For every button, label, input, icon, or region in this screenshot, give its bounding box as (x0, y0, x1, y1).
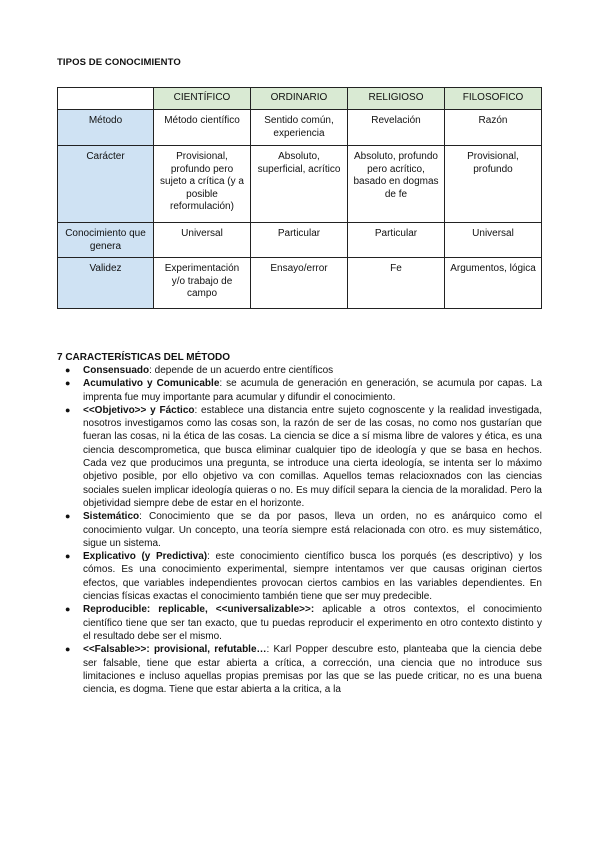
table-row (58, 110, 542, 146)
bullet-icon: ● (65, 604, 71, 615)
list-item (65, 377, 543, 404)
list-item (65, 643, 542, 696)
table-cell: Ensayo/error (251, 258, 348, 309)
item-term: Consensuado (83, 365, 150, 376)
item-term: Acumulativo y Comunicable (83, 378, 220, 390)
table-cell: Sentido común, experiencia (251, 110, 348, 146)
item-text: : Karl Popper descubre esto, planteaba que la ciencia debe ser falsable, tiene que estar abierta a crítica, a corrección, una ciencia que no introduce sus limitaciones e incluso aquellas propias premisas por las que se las puede criticar, no es una buena ciencia, es dogma. Tiene que estar abierta a la critica, a la (83, 644, 542, 696)
item-text: : establece una distancia entre sujeto cognoscente y la realidad investigada, nosotros investigamos como las cosas son, la razón de ser de las cosas, no como nos gustarían que fueran las cosas, ni la ética de las cosas. La ciencia se dice a sí misma libre de valores y ética, es una ciencia descomprometica, que busca eliminar cualquier tipo de ideología y que se basa en hechos. Cada vez que producimos una pregunta, se introduce una cierta ideología, se intenta ser lo máximo objetivo posible, por ello objetivo va con comillas. Aquellos temas relacioxnados con las ciencias sociales suelen implicar ideología quieras o no. Es muy difícil separa la ciencia de la moralidad. Pero la objetividad siempre debe de estar en el horizonte. (83, 404, 542, 509)
item-text: : este conocimiento científico busca los porqués (es descriptivo) y los cómos. Es una conocimiento experimental, siempre intentamos ver que causas originan ciertos efectos, que variables independientes provocan ciertos cambios en las variables dependientes. En ciencias físicas exactas el conocimiento también tiene que ser muy predecible. (83, 551, 542, 603)
table-header-row (58, 88, 542, 110)
table-cell: Método científico (154, 110, 251, 146)
table-cell: Fe (348, 258, 445, 309)
table-cell: Universal (154, 223, 251, 258)
bullet-icon: ● (65, 644, 71, 655)
table-cell: Particular (251, 223, 348, 258)
knowledge-types-table (57, 87, 542, 309)
document-title: TIPOS DE CONOCIMIENTO (57, 57, 181, 68)
list-item (65, 364, 542, 377)
table-cell: Experimentación y/o trabajo de campo (154, 258, 251, 309)
bullet-icon: ● (65, 511, 71, 522)
table-cell: Provisional, profundo (445, 146, 542, 223)
method-characteristics-section (57, 352, 542, 696)
table-cell: Absoluto, profundo pero acrítico, basado en dogmas de fe (348, 146, 445, 223)
list-item (65, 603, 542, 643)
table-cell: Particular (348, 223, 445, 258)
bullet-icon: ● (65, 551, 71, 562)
item-term: Reproducible: replicable, <<universalizable>>: (83, 604, 315, 616)
column-header-filosofico: FILOSOFICO (445, 88, 542, 110)
item-term: <<Falsable>>: provisional, refutable… (83, 644, 267, 656)
table-cell: Revelación (348, 110, 445, 146)
item-term: <<Objetivo>> y Fáctico (83, 404, 195, 416)
row-header-metodo: Método (58, 110, 154, 146)
list-item (65, 404, 542, 510)
row-header-validez: Validez (58, 258, 154, 309)
table-cell: Universal (445, 223, 542, 258)
table-row (58, 146, 542, 223)
item-term: Sistemático (83, 511, 140, 523)
column-header-ordinario: ORDINARIO (251, 88, 348, 110)
item-term: Explicativo (y Predictiva) (83, 551, 208, 563)
list-item (65, 550, 542, 603)
section-heading: 7 CARACTERÍSTICAS DEL MÉTODO (57, 352, 230, 363)
table-cell: Razón (445, 110, 542, 146)
bullet-icon: ● (65, 404, 71, 415)
row-header-conocimiento: Conocimiento que genera (58, 223, 154, 258)
bullet-icon: ● (65, 378, 71, 389)
list-item (65, 510, 542, 550)
item-text: : Conocimiento que se da por pasos, lleva un orden, no es anárquico como el conocimiento vulgar. Un concepto, una teoría siempre está relacionada con otro. es muy sistemático, sigue un sistema. (83, 511, 542, 549)
table-cell: Argumentos, lógica (445, 258, 542, 309)
table-corner-cell (58, 88, 154, 110)
table-cell: Absoluto, superficial, acrítico (251, 146, 348, 223)
table-row (58, 258, 542, 309)
item-text: aplicable a otros contextos, el conocimiento científico tiene que ser tan exacto, que tu puedas reproducir el experimento en otro contexto distinto y el resultado debe ser el mismo. (83, 604, 542, 642)
item-text: : depende de un acuerdo entre científicos (149, 365, 334, 376)
table-row (58, 223, 542, 258)
table-cell: Provisional, profundo pero sujeto a crítica (y a posible reformulación) (154, 146, 251, 223)
item-text: : se acumula de generación en generación, se acumula por capas. La imprenta fue muy importante para acumular y difundir el conocimiento. (83, 378, 543, 403)
column-header-cientifico: CIENTÍFICO (154, 88, 251, 110)
column-header-religioso: RELIGIOSO (348, 88, 445, 110)
bullet-icon: ● (65, 365, 71, 375)
row-header-caracter: Carácter (58, 146, 154, 223)
characteristics-list (57, 364, 542, 696)
